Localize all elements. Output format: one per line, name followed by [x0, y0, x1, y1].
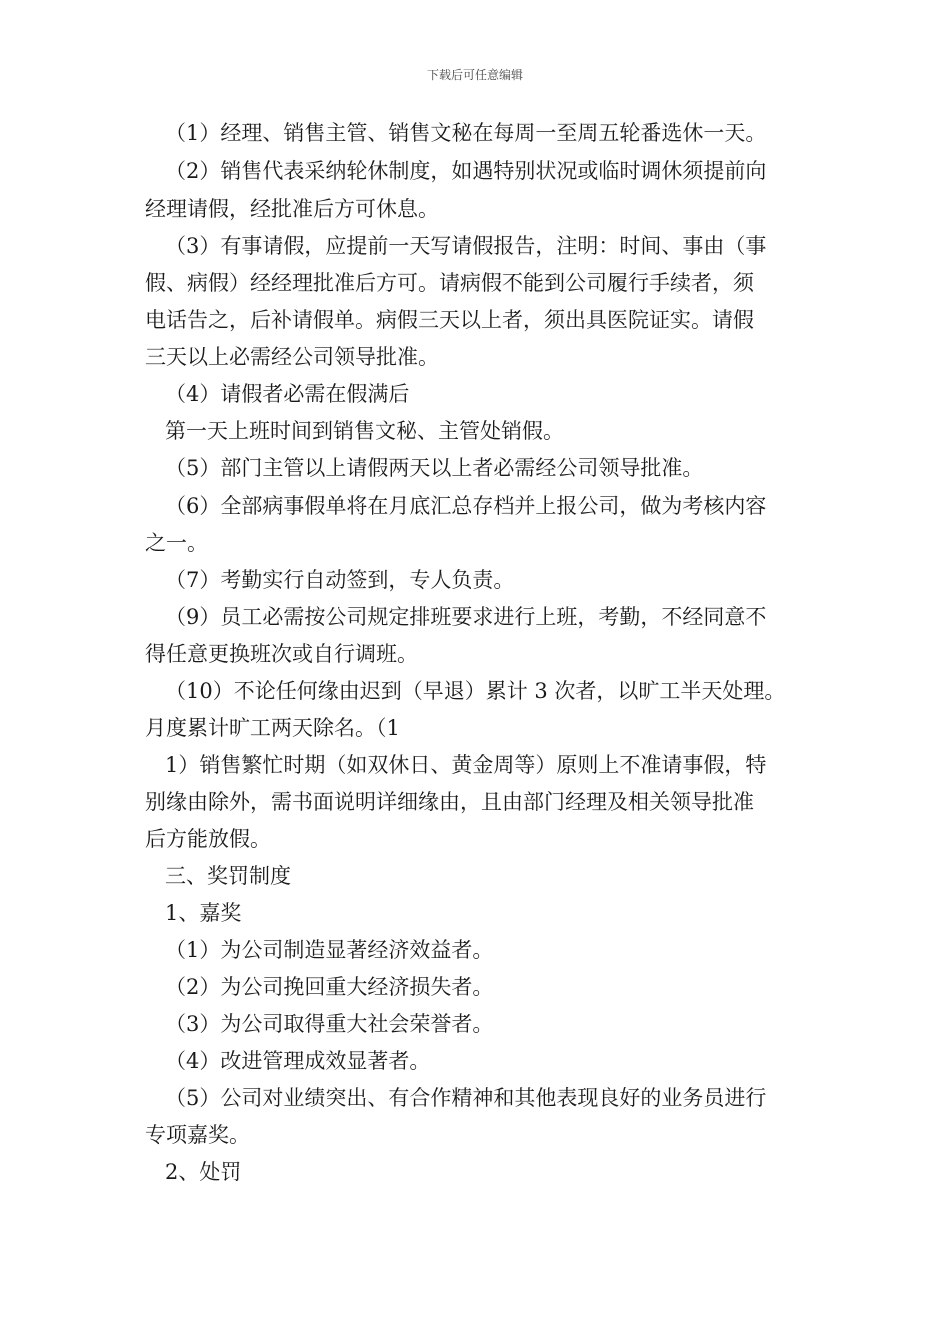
text-line: （2）销售代表采纳轮休制度，如遇特别状况或临时调休须提前向	[165, 159, 767, 183]
text-line: 月度累计旷工两天除名。（1	[145, 716, 400, 740]
text-line: （7）考勤实行自动签到，专人负责。	[165, 568, 515, 592]
text-line: 1）销售繁忙时期（如双休日、黄金周等）原则上不准请事假，特	[165, 753, 767, 777]
text-line: （5）公司对业绩突出、有合作精神和其他表现良好的业务员进行	[165, 1086, 767, 1110]
text-line: 专项嘉奖。	[145, 1123, 250, 1147]
section-heading: 三、奖罚制度	[165, 864, 291, 888]
text-line: （3）为公司取得重大社会荣誉者。	[165, 1012, 494, 1036]
text-line: 得任意更换班次或自行调班。	[145, 642, 418, 666]
text-line: 三天以上必需经公司领导批准。	[145, 345, 439, 369]
subsection-heading: 1、嘉奖	[165, 901, 242, 925]
text-line: （5）部门主管以上请假两天以上者必需经公司领导批准。	[165, 456, 704, 480]
text-line: 经理请假，经批准后方可休息。	[145, 197, 439, 221]
text-line: （3）有事请假，应提前一天写请假报告，注明：时间、事由（事	[165, 234, 767, 258]
text-line: （1）经理、销售主管、销售文秘在每周一至周五轮番选休一天。	[165, 121, 767, 145]
text-line: （10）不论任何缘由迟到（早退）累计 3 次者，以旷工半天处理。	[165, 679, 786, 703]
page-header: 下载后可任意编辑	[426, 68, 523, 82]
text-line: 之一。	[145, 531, 208, 555]
text-line: （9）员工必需按公司规定排班要求进行上班，考勤，不经同意不	[165, 605, 767, 629]
text-line: （2）为公司挽回重大经济损失者。	[165, 975, 494, 999]
text-line: （4）改进管理成效显著者。	[165, 1049, 431, 1073]
text-line: 第一天上班时间到销售文秘、主管处销假。	[165, 419, 564, 443]
text-line: （6）全部病事假单将在月底汇总存档并上报公司，做为考核内容	[165, 494, 767, 518]
text-line: 电话告之，后补请假单。病假三天以上者，须出具医院证实。请假	[145, 308, 754, 332]
subsection-heading: 2、处罚	[165, 1160, 242, 1184]
text-line: 假、病假）经经理批准后方可。请病假不能到公司履行手续者，须	[145, 271, 754, 295]
text-line: 后方能放假。	[145, 827, 271, 851]
text-line: （4）请假者必需在假满后	[165, 382, 410, 406]
text-line: （1）为公司制造显著经济效益者。	[165, 938, 494, 962]
text-line: 别缘由除外，需书面说明详细缘由，且由部门经理及相关领导批准	[145, 790, 754, 814]
